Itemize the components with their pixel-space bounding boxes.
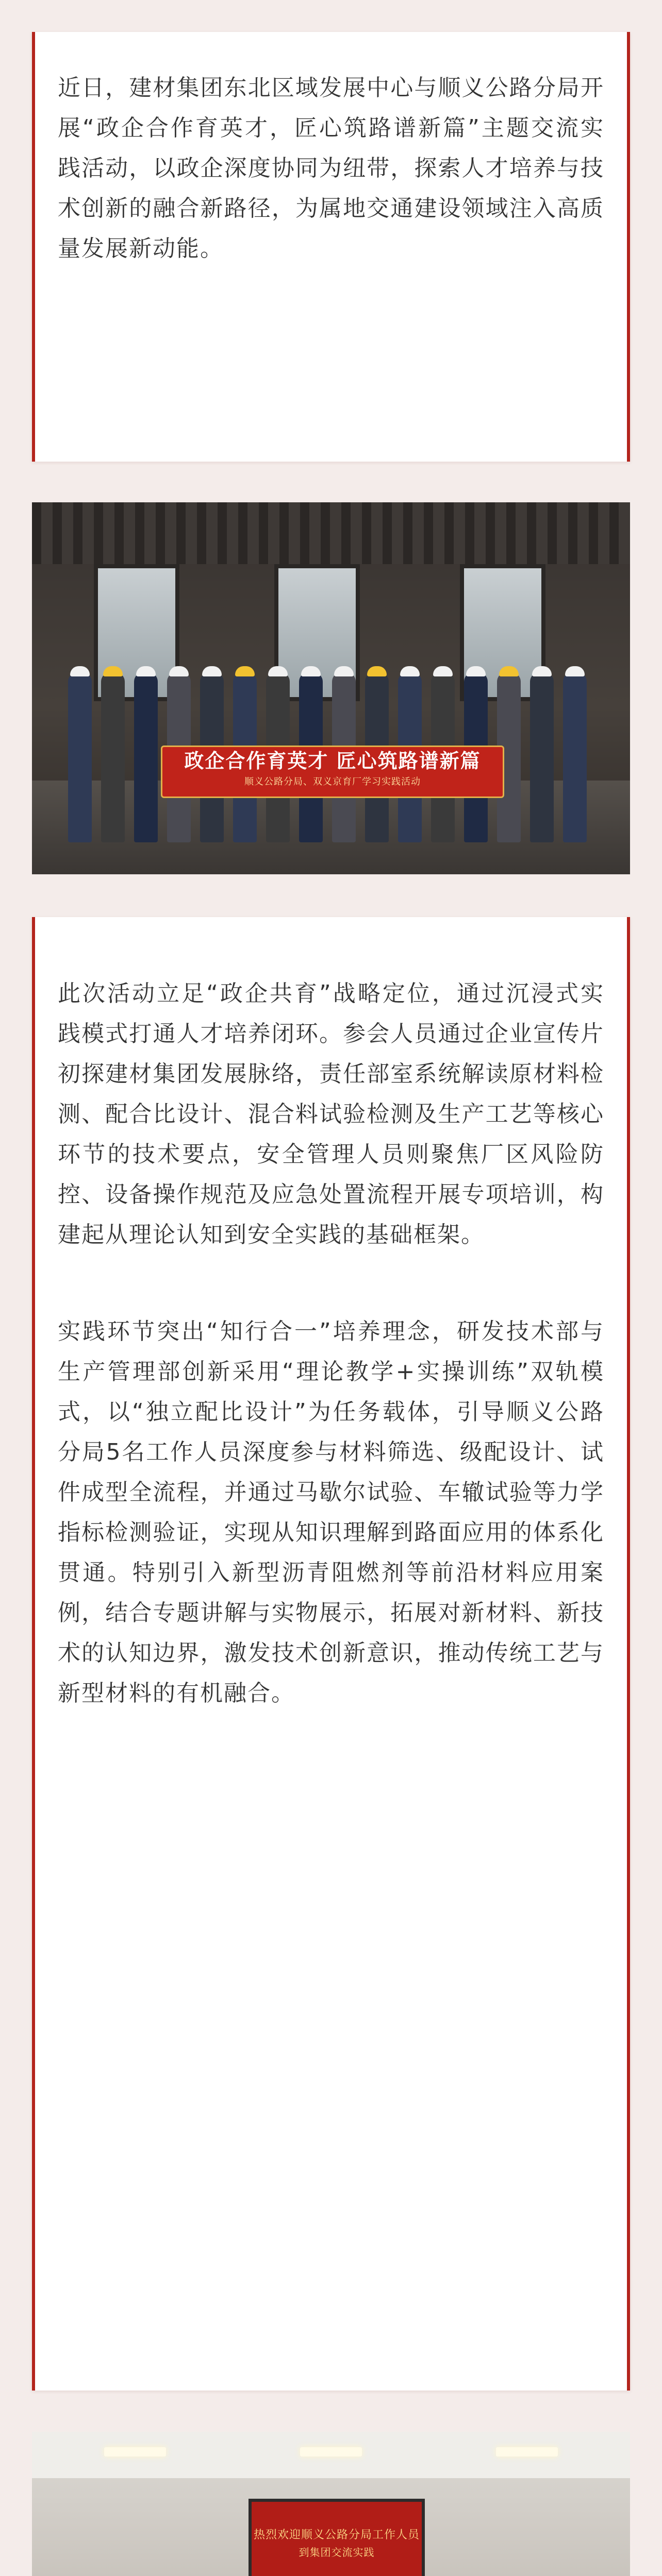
hard-hat-icon: [565, 666, 585, 676]
intro-paragraph: 近日，建材集团东北区域发展中心与顺义公路分局开展“政企合作育英才，匠心筑路谱新篇”主题交流实践活动，以政企深度协同为纽带，探索人才培养与技术创新的融合新路径，为属地交通建设领域注入高质量发展新动能。: [58, 75, 604, 262]
meeting-room-photo: [32, 2432, 630, 2576]
banner-title: 政企合作育英才 匠心筑路谱新篇: [184, 750, 481, 772]
worker-figure: [134, 672, 158, 842]
hard-hat-icon: [169, 666, 189, 676]
hard-hat-icon: [202, 666, 222, 676]
hard-hat-icon: [235, 666, 255, 676]
hard-hat-icon: [433, 666, 453, 676]
screen-line-1: 热烈欢迎顺义公路分局工作人员: [253, 2529, 420, 2541]
ceiling-light: [300, 2447, 362, 2456]
activity-card: [32, 917, 630, 2391]
worker-figure: [563, 672, 587, 842]
activity-paragraph-1: 此次活动立足“政企共育”战略定位，通过沉浸式实践模式打通人才培养闭环。参会人员通过企业宣传片初探建材集团发展脉络，责任部室系统解读原材料检测、配合比设计、混合料试验检测及生产工艺等核心环节的技术要点，安全管理人员则聚焦厂区风险防控、设备操作规范及应急处置流程开展专项培训，构建起从理论认知到安全实践的基础框架。: [58, 980, 604, 1248]
ceiling-light: [104, 2447, 166, 2456]
event-banner: [161, 745, 504, 798]
factory-roof: [32, 502, 630, 564]
activity-paragraph-2: 实践环节突出“知行合一”培养理念，研发技术部与生产管理部创新采用“理论教学+实操训练”双轨模式，以“独立配比设计”为任务载体，引导顺义公路分局5名工作人员深度参与材料筛选、级配设计、试件成型全流程，并通过马歇尔试验、车辙试验等力学指标检测验证，实现从知识理解到路面应用的体系化贯通。特别引入新型沥青阻燃剂等前沿材料应用案例，结合专题讲解与实物展示，拓展对新材料、新技术的认知边界，激发技术创新意识，推动传统工艺与新型材料的有机融合。: [58, 1318, 604, 1706]
screen-line-2: 到集团交流实践: [299, 2546, 375, 2558]
worker-figure: [530, 672, 554, 842]
banner-subtitle: 顺义公路分局、双义京育厂学习实践活动: [244, 776, 421, 787]
hard-hat-icon: [70, 666, 90, 676]
hard-hat-icon: [532, 666, 552, 676]
worker-figure: [68, 672, 92, 842]
ceiling-light: [496, 2447, 558, 2456]
hard-hat-icon: [367, 666, 387, 676]
worker-figure: [101, 672, 125, 842]
welcome-screen: [249, 2499, 425, 2576]
hard-hat-icon: [400, 666, 420, 676]
workers-group-photo: [32, 502, 630, 874]
intro-card: [32, 32, 630, 462]
